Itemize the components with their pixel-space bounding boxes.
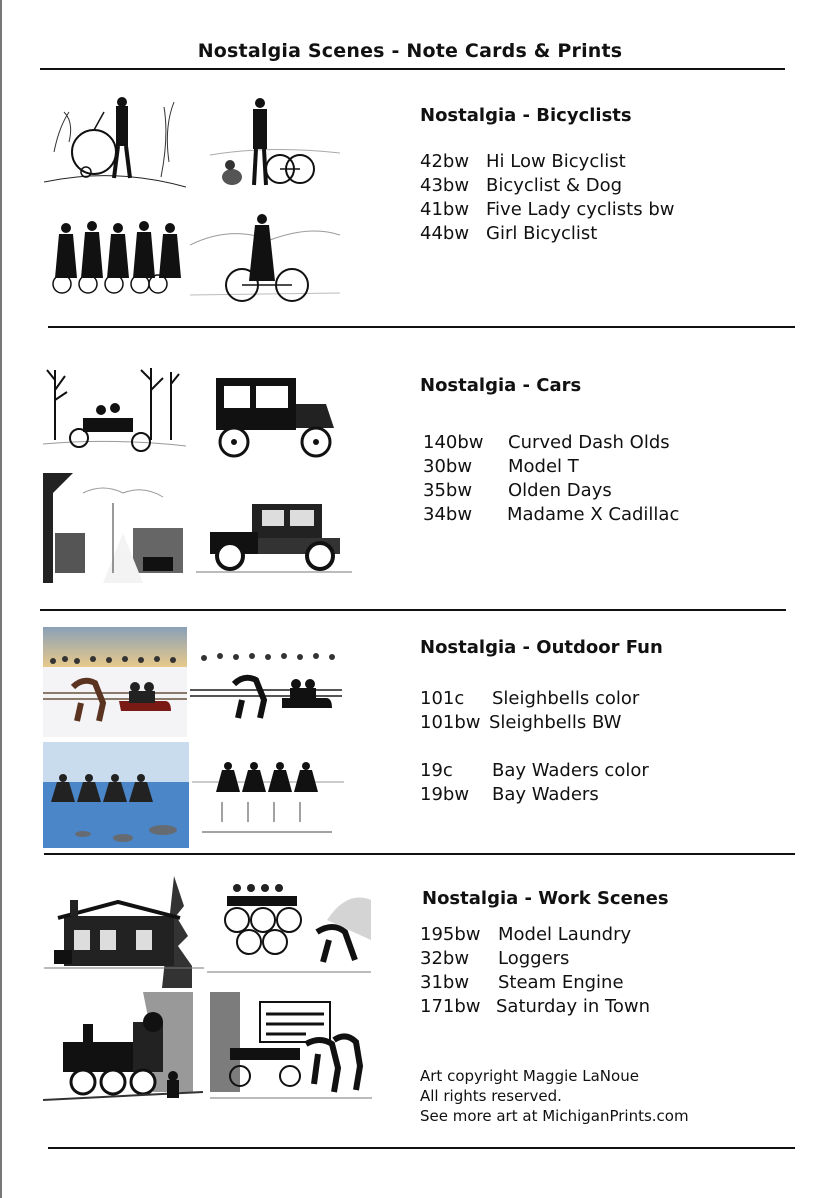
page-title: Nostalgia Scenes - Note Cards & Prints	[197, 40, 623, 62]
section-title-outdoor-fun: Nostalgia - Outdoor Fun	[420, 637, 663, 658]
item-name: Hi Low Bicyclist	[486, 151, 626, 172]
section-divider	[44, 853, 795, 855]
item-name: Saturday in Town	[496, 996, 651, 1017]
item-code: 35bw	[423, 480, 473, 501]
item-name: Steam Engine	[498, 972, 624, 993]
bottom-divider	[48, 1147, 795, 1149]
sleighbells-bw-sketch-icon	[190, 630, 342, 736]
section-divider	[40, 609, 786, 611]
loggers-sketch-icon	[207, 880, 371, 988]
item-name: Girl Bicyclist	[486, 223, 598, 244]
section-title-work-scenes: Nostalgia - Work Scenes	[422, 888, 669, 909]
item-name: Bicyclist & Dog	[486, 175, 623, 196]
rights-line: All rights reserved.	[420, 1087, 562, 1105]
copyright-note	[420, 1066, 689, 1126]
olden-days-street-sketch-icon	[43, 473, 186, 583]
item-code: 195bw	[420, 924, 481, 945]
item-name: Sleighbells BW	[489, 712, 622, 733]
item-name: Model T	[508, 456, 579, 477]
five-lady-cyclists-sketch-icon	[44, 200, 188, 306]
item-name: Five Lady cyclists bw	[486, 199, 675, 220]
item-code: 31bw	[420, 972, 470, 993]
item-code: 101bw	[420, 712, 481, 733]
bay-waders-color-painting-icon	[43, 742, 189, 848]
item-code: 30bw	[423, 456, 473, 477]
item-name: Bay Waders color	[492, 760, 649, 781]
item-code: 19c	[420, 760, 453, 781]
item-code: 34bw	[423, 504, 473, 525]
saturday-in-town-sketch-icon	[210, 992, 372, 1112]
item-name: Model Laundry	[498, 924, 632, 945]
copyright-line: Art copyright Maggie LaNoue	[420, 1067, 639, 1085]
item-code: 44bw	[420, 223, 470, 244]
item-name: Olden Days	[508, 480, 612, 501]
section-title-bicyclists: Nostalgia - Bicyclists	[420, 105, 632, 126]
section-title-cars: Nostalgia - Cars	[420, 375, 582, 396]
model-laundry-sketch-icon	[44, 876, 204, 988]
website-line: See more art at MichiganPrints.com	[420, 1107, 689, 1125]
item-code: 140bw	[423, 432, 484, 453]
steam-engine-sketch-icon	[43, 992, 203, 1110]
bay-waders-bw-sketch-icon	[192, 742, 344, 848]
item-code: 19bw	[420, 784, 470, 805]
sleighbells-color-painting-icon	[43, 627, 187, 737]
section-bicyclists	[0, 0, 820, 330]
curved-dash-olds-sketch-icon	[43, 360, 186, 468]
item-name: Loggers	[498, 948, 570, 969]
section-divider	[48, 326, 795, 328]
item-name: Sleighbells color	[492, 688, 640, 709]
item-code: 171bw	[420, 996, 481, 1017]
girl-bicyclist-sketch-icon	[190, 205, 340, 307]
model-t-sketch-icon	[196, 360, 352, 470]
item-name: Madame X Cadillac	[507, 504, 680, 525]
item-code: 41bw	[420, 199, 470, 220]
item-code: 101c	[420, 688, 465, 709]
item-code: 43bw	[420, 175, 470, 196]
item-name: Curved Dash Olds	[508, 432, 670, 453]
item-name: Bay Waders	[492, 784, 599, 805]
bicyclist-dog-sketch-icon	[190, 95, 340, 200]
madame-x-cadillac-sketch-icon	[196, 476, 352, 584]
item-code: 42bw	[420, 151, 470, 172]
item-code: 32bw	[420, 948, 470, 969]
hi-low-bicyclist-sketch-icon	[44, 92, 186, 198]
